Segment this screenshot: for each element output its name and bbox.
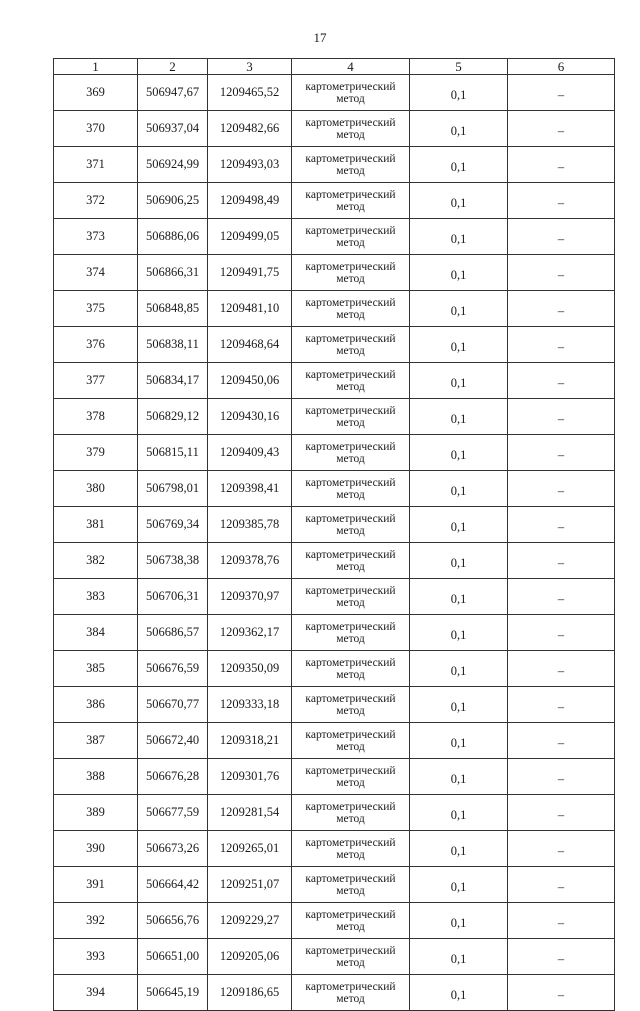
description-cell: –	[508, 507, 615, 543]
header-col-1: 1	[54, 59, 138, 75]
method-line-2: метод	[336, 812, 365, 825]
method-line-1: картометрический	[305, 980, 396, 993]
x-coordinate-cell: 506664,42	[138, 867, 208, 903]
description-cell: –	[508, 183, 615, 219]
description-cell: –	[508, 291, 615, 327]
method-line-1: картометрический	[305, 116, 396, 129]
x-coordinate-cell: 506686,57	[138, 615, 208, 651]
point-number-cell: 384	[54, 615, 138, 651]
method-line-1: картометрический	[305, 944, 396, 957]
table-row	[54, 471, 615, 507]
table-row	[54, 543, 615, 579]
table-row	[54, 363, 615, 399]
y-coordinate-cell: 1209491,75	[208, 255, 292, 291]
precision-cell: 0,1	[410, 219, 508, 255]
description-cell: –	[508, 75, 615, 111]
method-cell	[292, 111, 410, 147]
method-cell	[292, 831, 410, 867]
method-line-1: картометрический	[305, 296, 396, 309]
method-cell	[292, 579, 410, 615]
table-row	[54, 795, 615, 831]
description-cell: –	[508, 327, 615, 363]
table-row	[54, 831, 615, 867]
y-coordinate-cell: 1209481,10	[208, 291, 292, 327]
description-cell: –	[508, 723, 615, 759]
method-line-1: картометрический	[305, 152, 396, 165]
precision-cell: 0,1	[410, 471, 508, 507]
method-line-1: картометрический	[305, 908, 396, 921]
method-cell	[292, 723, 410, 759]
method-cell	[292, 939, 410, 975]
precision-cell: 0,1	[410, 759, 508, 795]
page-number: 17	[313, 30, 327, 45]
description-cell: –	[508, 579, 615, 615]
y-coordinate-cell: 1209499,05	[208, 219, 292, 255]
table-row	[54, 183, 615, 219]
method-cell	[292, 75, 410, 111]
precision-cell: 0,1	[410, 903, 508, 939]
point-number-cell: 381	[54, 507, 138, 543]
table-row	[54, 507, 615, 543]
precision-cell: 0,1	[410, 147, 508, 183]
method-cell	[292, 435, 410, 471]
precision-cell: 0,1	[410, 399, 508, 435]
method-line-2: метод	[336, 632, 365, 645]
x-coordinate-cell: 506886,06	[138, 219, 208, 255]
precision-cell: 0,1	[410, 183, 508, 219]
description-cell: –	[508, 903, 615, 939]
method-line-2: метод	[336, 920, 365, 933]
method-cell	[292, 651, 410, 687]
method-line-1: картометрический	[305, 440, 396, 453]
table-row	[54, 939, 615, 975]
table-row	[54, 615, 615, 651]
method-line-1: картометрический	[305, 584, 396, 597]
method-line-1: картометрический	[305, 332, 396, 345]
method-line-2: метод	[336, 308, 365, 321]
point-number-cell: 376	[54, 327, 138, 363]
method-line-2: метод	[336, 956, 365, 969]
y-coordinate-cell: 1209318,21	[208, 723, 292, 759]
method-cell	[292, 543, 410, 579]
table-row	[54, 75, 615, 111]
y-coordinate-cell: 1209493,03	[208, 147, 292, 183]
y-coordinate-cell: 1209301,76	[208, 759, 292, 795]
method-cell	[292, 867, 410, 903]
table-row	[54, 327, 615, 363]
method-line-2: метод	[336, 560, 365, 573]
precision-cell: 0,1	[410, 579, 508, 615]
description-cell: –	[508, 831, 615, 867]
x-coordinate-cell: 506838,11	[138, 327, 208, 363]
x-coordinate-cell: 506676,59	[138, 651, 208, 687]
point-number-cell: 375	[54, 291, 138, 327]
table-row	[54, 399, 615, 435]
precision-cell: 0,1	[410, 687, 508, 723]
y-coordinate-cell: 1209370,97	[208, 579, 292, 615]
method-line-2: метод	[336, 452, 365, 465]
method-line-2: метод	[336, 128, 365, 141]
method-line-2: метод	[336, 272, 365, 285]
precision-cell: 0,1	[410, 435, 508, 471]
precision-cell: 0,1	[410, 255, 508, 291]
method-line-1: картометрический	[305, 476, 396, 489]
description-cell: –	[508, 975, 615, 1011]
coordinates-table	[53, 58, 615, 1011]
method-cell	[292, 507, 410, 543]
point-number-cell: 388	[54, 759, 138, 795]
method-line-1: картометрический	[305, 512, 396, 525]
header-col-3: 3	[208, 59, 292, 75]
method-line-1: картометрический	[305, 548, 396, 561]
precision-cell: 0,1	[410, 507, 508, 543]
method-line-2: метод	[336, 344, 365, 357]
method-line-1: картометрический	[305, 728, 396, 741]
x-coordinate-cell: 506834,17	[138, 363, 208, 399]
y-coordinate-cell: 1209281,54	[208, 795, 292, 831]
y-coordinate-cell: 1209229,27	[208, 903, 292, 939]
point-number-cell: 379	[54, 435, 138, 471]
table-row	[54, 291, 615, 327]
precision-cell: 0,1	[410, 975, 508, 1011]
x-coordinate-cell: 506676,28	[138, 759, 208, 795]
y-coordinate-cell: 1209251,07	[208, 867, 292, 903]
point-number-cell: 377	[54, 363, 138, 399]
point-number-cell: 372	[54, 183, 138, 219]
y-coordinate-cell: 1209186,65	[208, 975, 292, 1011]
y-coordinate-cell: 1209205,06	[208, 939, 292, 975]
x-coordinate-cell: 506672,40	[138, 723, 208, 759]
y-coordinate-cell: 1209450,06	[208, 363, 292, 399]
method-line-1: картометрический	[305, 368, 396, 381]
method-cell	[292, 327, 410, 363]
method-cell	[292, 615, 410, 651]
point-number-cell: 391	[54, 867, 138, 903]
header-col-5: 5	[410, 59, 508, 75]
y-coordinate-cell: 1209385,78	[208, 507, 292, 543]
description-cell: –	[508, 543, 615, 579]
description-cell: –	[508, 111, 615, 147]
table-header-row	[54, 59, 615, 75]
y-coordinate-cell: 1209398,41	[208, 471, 292, 507]
method-cell	[292, 975, 410, 1011]
method-line-2: метод	[336, 416, 365, 429]
method-line-1: картометрический	[305, 260, 396, 273]
precision-cell: 0,1	[410, 111, 508, 147]
description-cell: –	[508, 615, 615, 651]
method-cell	[292, 219, 410, 255]
precision-cell: 0,1	[410, 651, 508, 687]
table-row	[54, 435, 615, 471]
method-line-1: картометрический	[305, 764, 396, 777]
method-cell	[292, 291, 410, 327]
description-cell: –	[508, 435, 615, 471]
y-coordinate-cell: 1209465,52	[208, 75, 292, 111]
method-line-2: метод	[336, 200, 365, 213]
method-line-2: метод	[336, 848, 365, 861]
method-line-1: картометрический	[305, 80, 396, 93]
precision-cell: 0,1	[410, 615, 508, 651]
x-coordinate-cell: 506645,19	[138, 975, 208, 1011]
table-row	[54, 219, 615, 255]
table-row	[54, 903, 615, 939]
description-cell: –	[508, 795, 615, 831]
y-coordinate-cell: 1209498,49	[208, 183, 292, 219]
precision-cell: 0,1	[410, 795, 508, 831]
precision-cell: 0,1	[410, 363, 508, 399]
x-coordinate-cell: 506673,26	[138, 831, 208, 867]
point-number-cell: 382	[54, 543, 138, 579]
x-coordinate-cell: 506829,12	[138, 399, 208, 435]
point-number-cell: 374	[54, 255, 138, 291]
x-coordinate-cell: 506656,76	[138, 903, 208, 939]
method-line-2: метод	[336, 704, 365, 717]
table-row	[54, 579, 615, 615]
precision-cell: 0,1	[410, 723, 508, 759]
point-number-cell: 380	[54, 471, 138, 507]
method-cell	[292, 759, 410, 795]
method-line-1: картометрический	[305, 656, 396, 669]
description-cell: –	[508, 471, 615, 507]
x-coordinate-cell: 506947,67	[138, 75, 208, 111]
table-row	[54, 147, 615, 183]
method-line-2: метод	[336, 740, 365, 753]
description-cell: –	[508, 219, 615, 255]
description-cell: –	[508, 147, 615, 183]
y-coordinate-cell: 1209265,01	[208, 831, 292, 867]
method-line-1: картометрический	[305, 188, 396, 201]
table-row	[54, 687, 615, 723]
x-coordinate-cell: 506866,31	[138, 255, 208, 291]
precision-cell: 0,1	[410, 75, 508, 111]
method-line-1: картометрический	[305, 872, 396, 885]
description-cell: –	[508, 867, 615, 903]
precision-cell: 0,1	[410, 939, 508, 975]
header-col-4: 4	[292, 59, 410, 75]
point-number-cell: 389	[54, 795, 138, 831]
method-line-2: метод	[336, 236, 365, 249]
point-number-cell: 390	[54, 831, 138, 867]
precision-cell: 0,1	[410, 543, 508, 579]
table-row	[54, 867, 615, 903]
point-number-cell: 373	[54, 219, 138, 255]
table-row	[54, 255, 615, 291]
x-coordinate-cell: 506738,38	[138, 543, 208, 579]
table-row	[54, 651, 615, 687]
method-line-2: метод	[336, 164, 365, 177]
description-cell: –	[508, 255, 615, 291]
precision-cell: 0,1	[410, 867, 508, 903]
method-line-2: метод	[336, 668, 365, 681]
x-coordinate-cell: 506677,59	[138, 795, 208, 831]
x-coordinate-cell: 506706,31	[138, 579, 208, 615]
method-cell	[292, 399, 410, 435]
method-cell	[292, 147, 410, 183]
method-line-1: картометрический	[305, 224, 396, 237]
method-line-2: метод	[336, 596, 365, 609]
description-cell: –	[508, 651, 615, 687]
description-cell: –	[508, 939, 615, 975]
x-coordinate-cell: 506769,34	[138, 507, 208, 543]
method-line-1: картометрический	[305, 836, 396, 849]
y-coordinate-cell: 1209350,09	[208, 651, 292, 687]
point-number-cell: 393	[54, 939, 138, 975]
description-cell: –	[508, 399, 615, 435]
method-line-2: метод	[336, 92, 365, 105]
method-cell	[292, 363, 410, 399]
table-row	[54, 759, 615, 795]
point-number-cell: 371	[54, 147, 138, 183]
x-coordinate-cell: 506815,11	[138, 435, 208, 471]
x-coordinate-cell: 506906,25	[138, 183, 208, 219]
method-cell	[292, 687, 410, 723]
x-coordinate-cell: 506651,00	[138, 939, 208, 975]
precision-cell: 0,1	[410, 831, 508, 867]
header-col-2: 2	[138, 59, 208, 75]
point-number-cell: 383	[54, 579, 138, 615]
method-line-1: картометрический	[305, 800, 396, 813]
table-row	[54, 723, 615, 759]
y-coordinate-cell: 1209362,17	[208, 615, 292, 651]
point-number-cell: 394	[54, 975, 138, 1011]
method-line-2: метод	[336, 776, 365, 789]
method-line-1: картометрический	[305, 404, 396, 417]
table-body	[54, 75, 615, 1011]
method-cell	[292, 255, 410, 291]
header-col-6: 6	[508, 59, 615, 75]
precision-cell: 0,1	[410, 327, 508, 363]
method-line-2: метод	[336, 380, 365, 393]
point-number-cell: 369	[54, 75, 138, 111]
x-coordinate-cell: 506924,99	[138, 147, 208, 183]
description-cell: –	[508, 687, 615, 723]
method-line-2: метод	[336, 992, 365, 1005]
method-line-1: картометрический	[305, 620, 396, 633]
x-coordinate-cell: 506937,04	[138, 111, 208, 147]
y-coordinate-cell: 1209409,43	[208, 435, 292, 471]
point-number-cell: 392	[54, 903, 138, 939]
point-number-cell: 387	[54, 723, 138, 759]
point-number-cell: 378	[54, 399, 138, 435]
table-row	[54, 975, 615, 1011]
y-coordinate-cell: 1209468,64	[208, 327, 292, 363]
table-row	[54, 111, 615, 147]
x-coordinate-cell: 506670,77	[138, 687, 208, 723]
method-line-2: метод	[336, 884, 365, 897]
method-cell	[292, 903, 410, 939]
y-coordinate-cell: 1209482,66	[208, 111, 292, 147]
x-coordinate-cell: 506848,85	[138, 291, 208, 327]
y-coordinate-cell: 1209333,18	[208, 687, 292, 723]
method-line-2: метод	[336, 488, 365, 501]
precision-cell: 0,1	[410, 291, 508, 327]
y-coordinate-cell: 1209378,76	[208, 543, 292, 579]
method-line-2: метод	[336, 524, 365, 537]
method-cell	[292, 795, 410, 831]
description-cell: –	[508, 363, 615, 399]
point-number-cell: 370	[54, 111, 138, 147]
point-number-cell: 385	[54, 651, 138, 687]
point-number-cell: 386	[54, 687, 138, 723]
x-coordinate-cell: 506798,01	[138, 471, 208, 507]
y-coordinate-cell: 1209430,16	[208, 399, 292, 435]
method-cell	[292, 471, 410, 507]
method-cell	[292, 183, 410, 219]
description-cell: –	[508, 759, 615, 795]
method-line-1: картометрический	[305, 692, 396, 705]
